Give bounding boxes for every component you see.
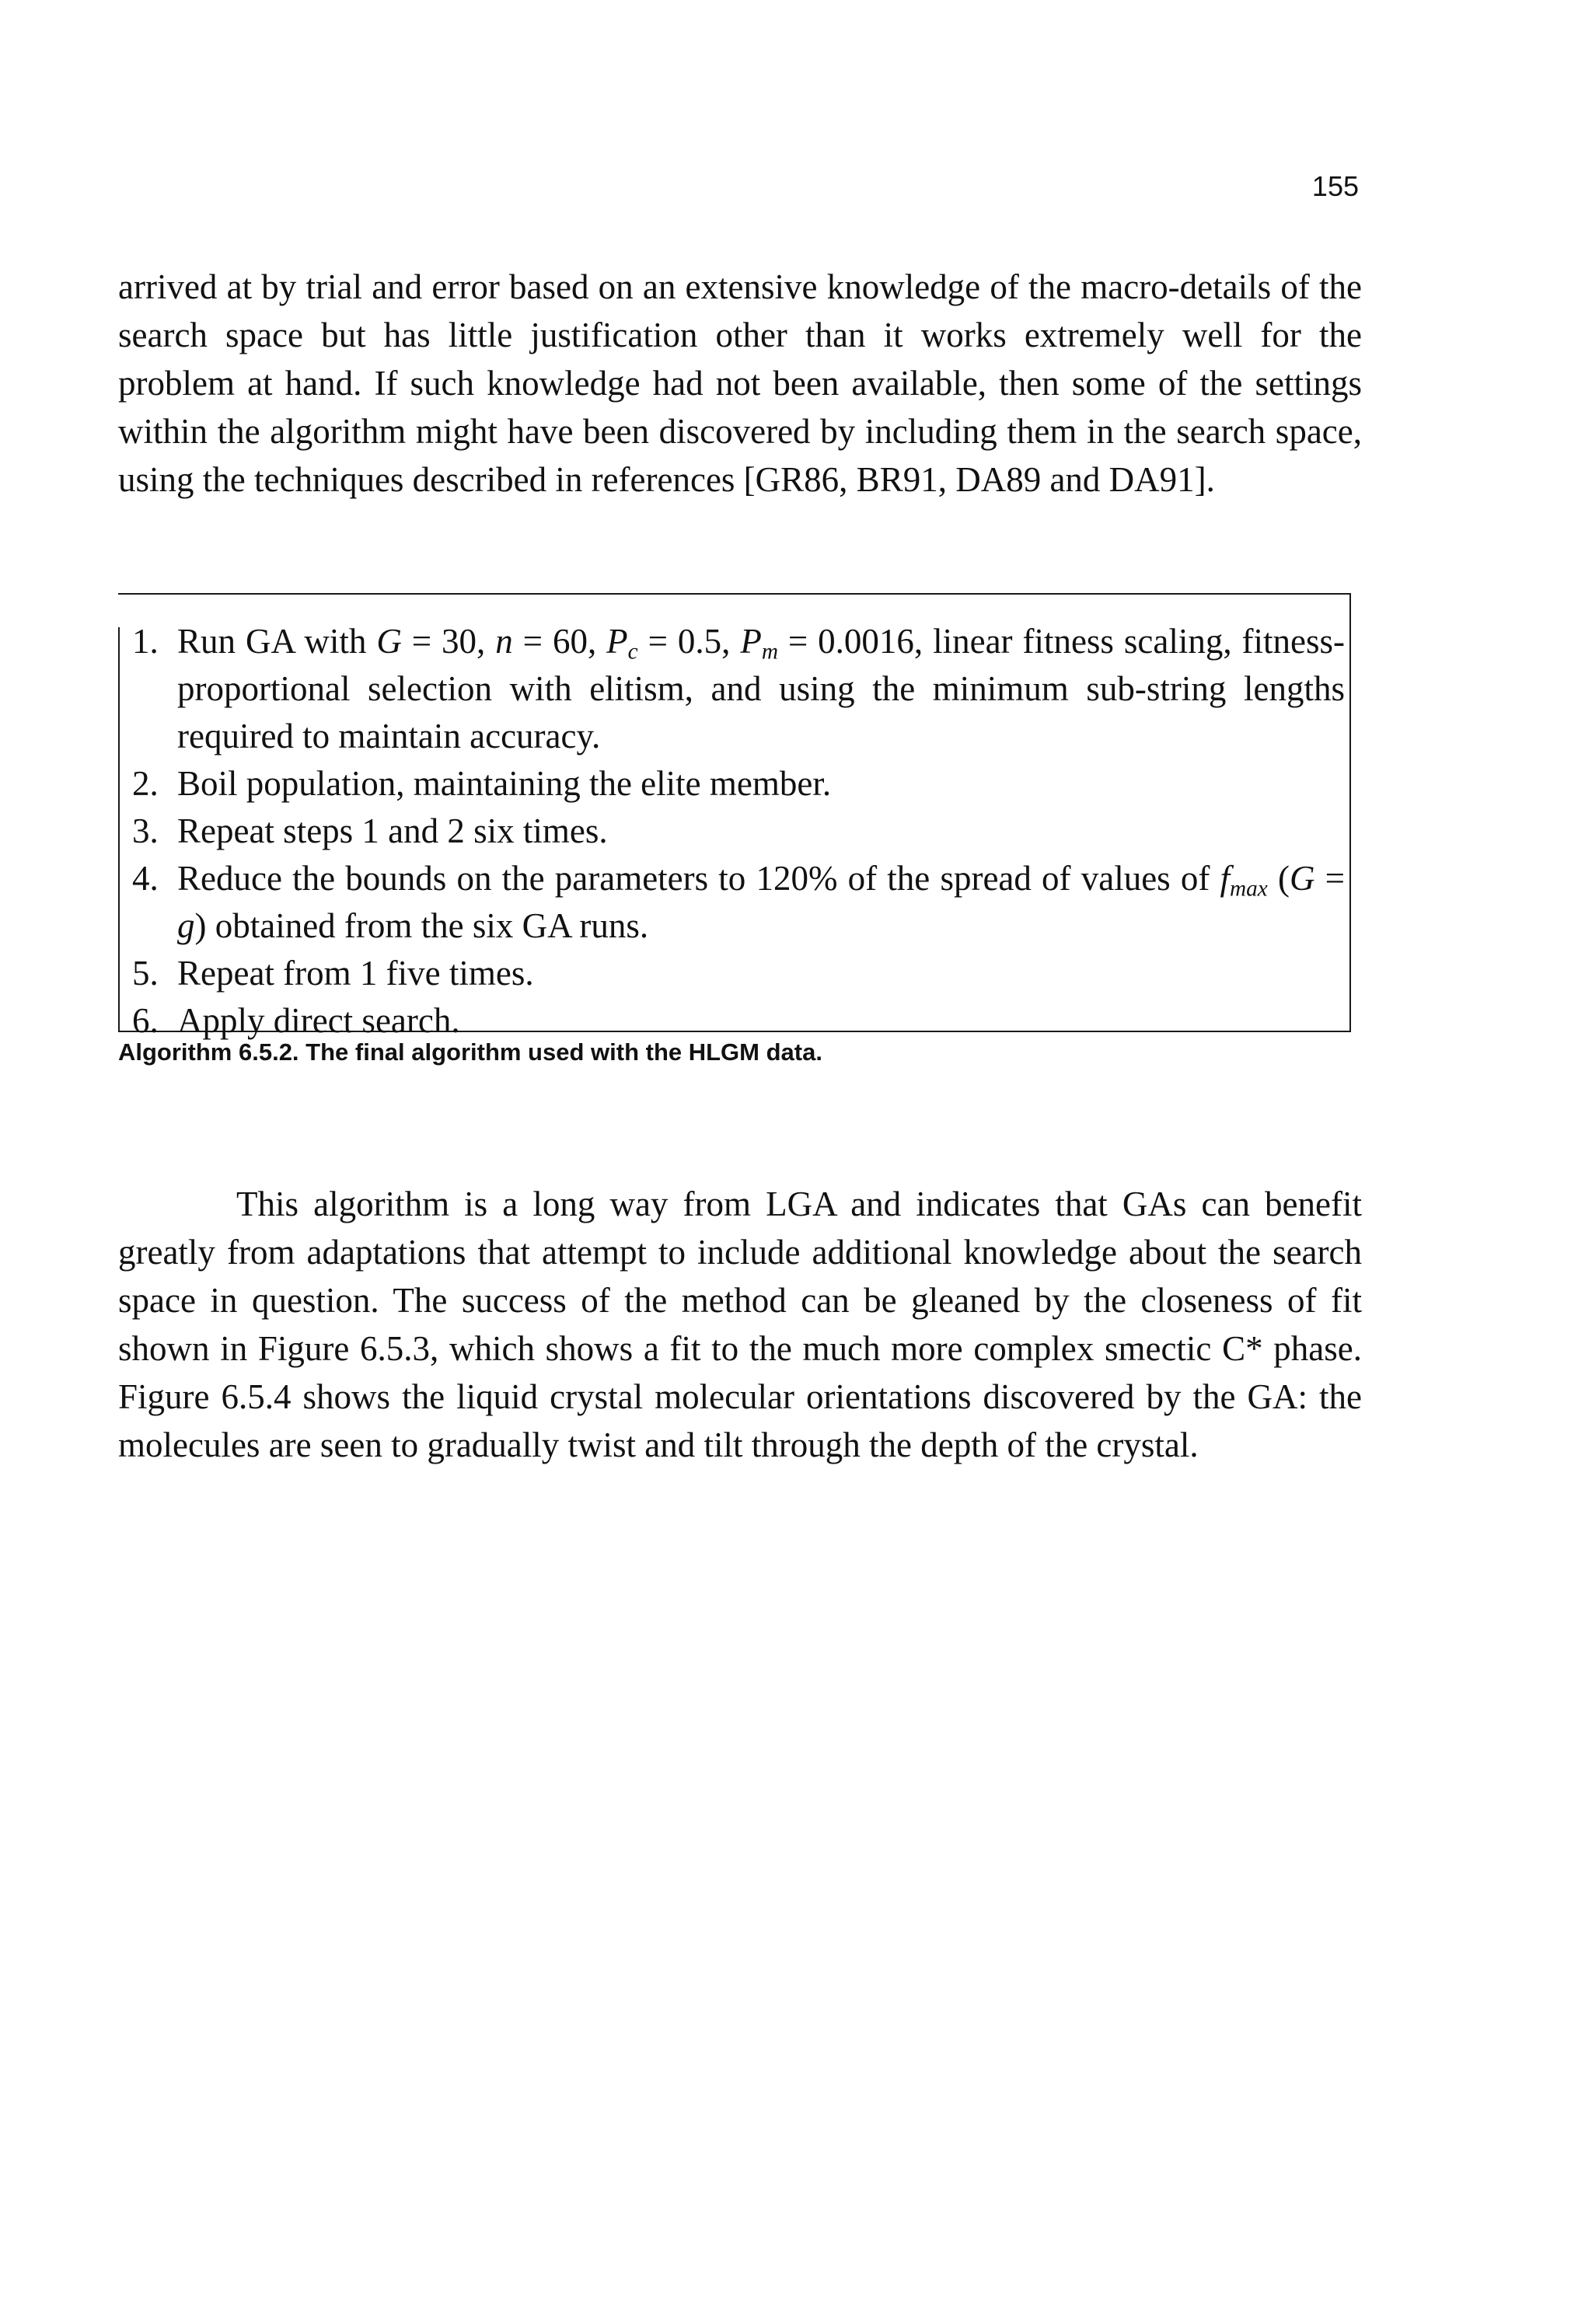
step-text: Repeat steps 1 and 2 six times.	[177, 811, 608, 850]
step-text: = 0.0016, linear fitness scaling, fitness-proportional selection with elitism, and using the minimum sub-string lengths required to maintain accuracy.	[177, 622, 1345, 755]
body-paragraph-1: arrived at by trial and error based on an extensive knowledge of the macro-details of the search space but has little justification other than it works extremely well for the problem at hand. If such knowledge had not been available, then some of the settings within the algorithm might have been discovered by including them in the search space, using the techniques described in references [GR86, BR91, DA89 and DA91].	[118, 267, 1362, 499]
math-var: P	[740, 622, 762, 661]
step-text: = 60,	[512, 622, 607, 661]
step-text: Apply direct search.	[177, 1001, 460, 1040]
algorithm-step-1	[132, 618, 1345, 760]
step-text: (	[1267, 859, 1290, 898]
algorithm-box	[118, 593, 1351, 1040]
math-subscript: max	[1230, 876, 1268, 902]
step-number: 3.	[132, 811, 159, 850]
math-var: n	[495, 622, 513, 661]
step-text: = 0.5,	[637, 622, 741, 661]
math-subscript: m	[761, 639, 778, 665]
step-text: Run GA with	[177, 622, 377, 661]
math-var: G	[376, 622, 402, 661]
body-paragraph-2: This algorithm is a long way from LGA and indicates that GAs can benefit greatly from adaptations that attempt to include additional knowledge about the search space in question. The success of the method can be gleaned by the closeness of fit shown in Figure 6.5.3, which shows a fit to the much more complex smectic C* phase. Figure 6.5.4 shows the liquid crystal molecular orientations discovered by the GA: the molecules are seen to gradually twist and tilt through the depth of the crystal.	[118, 1185, 1362, 1464]
math-var: f	[1220, 859, 1231, 898]
step-number: 5.	[132, 954, 159, 993]
math-var: g	[177, 906, 195, 945]
step-text: Repeat from 1 five times.	[177, 954, 534, 993]
step-text: ) obtained from the six GA runs.	[194, 906, 649, 945]
step-number: 4.	[132, 859, 159, 898]
math-var: P	[606, 622, 628, 661]
algorithm-caption: Algorithm 6.5.2. The final algorithm used with the HLGM data.	[118, 1038, 822, 1066]
step-number: 2.	[132, 764, 159, 803]
algorithm-step-3	[132, 808, 1345, 855]
step-text: = 30,	[401, 622, 496, 661]
page-number: 155	[1311, 170, 1359, 202]
algorithm-steps	[132, 618, 1345, 1045]
step-number: 6.	[132, 1001, 159, 1040]
algorithm-step-2	[132, 760, 1345, 808]
math-var: G	[1289, 859, 1315, 898]
algorithm-step-4	[132, 855, 1345, 950]
math-subscript: c	[627, 639, 638, 665]
step-text: =	[1314, 859, 1345, 898]
step-number: 1.	[132, 622, 159, 661]
step-text: Boil population, maintaining the elite member.	[177, 764, 832, 803]
step-text: Reduce the bounds on the parameters to 120% of the spread of values of	[177, 859, 1220, 898]
algorithm-box-left-rule	[118, 627, 120, 1031]
algorithm-step-5	[132, 950, 1345, 997]
